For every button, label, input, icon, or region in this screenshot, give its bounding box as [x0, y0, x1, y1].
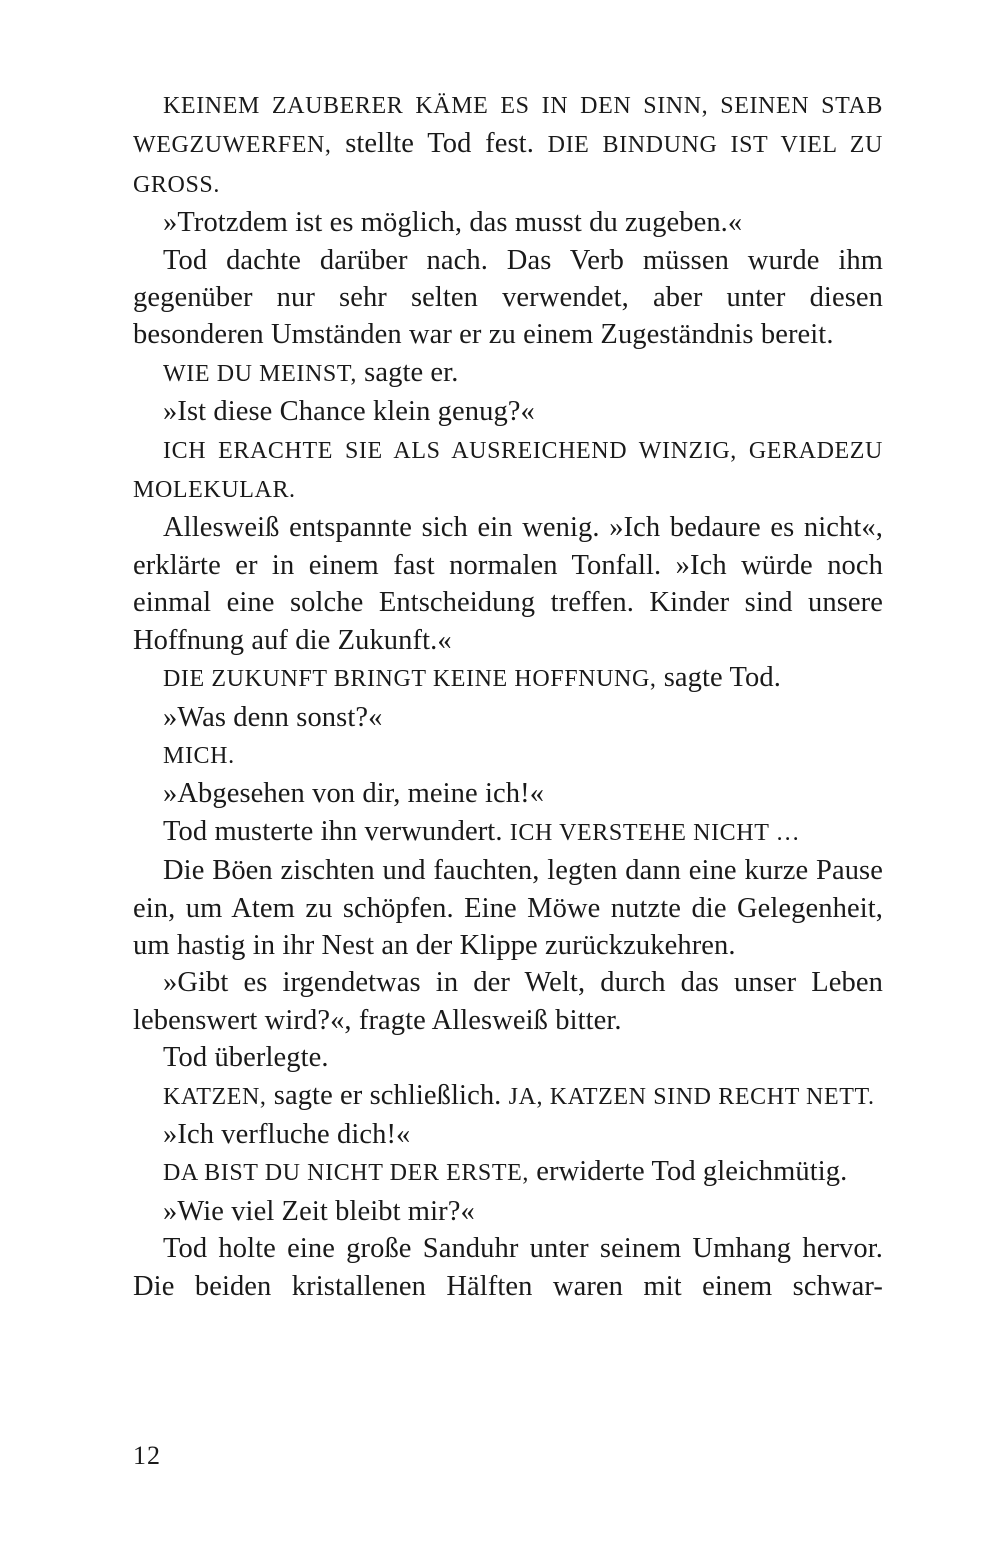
body-text: sagte er schließlich. [266, 1079, 509, 1111]
small-caps-text: KATZEN, [163, 1083, 267, 1110]
small-caps-text: KEINEM ZAUBERER KÄME ES IN DEN SINN, SEINEN STAB WEGZUWERFEN, [133, 93, 883, 159]
paragraph [133, 964, 883, 1039]
paragraph [133, 1039, 883, 1076]
paragraph [133, 1077, 883, 1116]
body-text: »Abgesehen von dir, meine ich!« [163, 778, 545, 810]
paragraph [133, 242, 883, 354]
small-caps-text: DA BIST DU NICHT DER ERSTE, [163, 1160, 530, 1187]
book-page-body [133, 86, 883, 1305]
paragraph [133, 509, 883, 659]
body-text: »Trotzdem ist es möglich, das musst du zugeben.« [163, 207, 743, 239]
body-text: stellte Tod fest. [331, 128, 548, 160]
paragraph [133, 852, 883, 964]
paragraph [133, 1116, 883, 1153]
paragraph [133, 736, 883, 775]
paragraph [133, 775, 883, 812]
body-text: Tod dachte darüber nach. Das Verb müssen wurde ihm gegenüber nur sehr selten verwendet, aber unter diesen besonderen Umständen war er zu einem Zugeständnis bereit. [133, 244, 883, 351]
body-text: »Ist diese Chance klein genug?« [163, 396, 535, 428]
body-text: Allesweiß entspannte sich ein wenig. »Ich bedaure es nicht«, erklärte er in einem fast normalen Tonfall. »Ich würde noch einmal eine solche Entscheidung treffen. Kinder sind unsere Hoffnung auf die Zukunft.« [133, 512, 883, 656]
paragraph [133, 1230, 883, 1305]
paragraph [133, 393, 883, 430]
paragraph [133, 1193, 883, 1230]
body-text: erwiderte Tod gleichmütig. [529, 1156, 848, 1188]
body-text: sagte er. [356, 356, 459, 388]
paragraph [133, 813, 883, 852]
body-text: »Gibt es irgendetwas in der Welt, durch das unser Leben lebenswert wird?«, fragte Allesweiß bitter. [133, 967, 883, 1036]
small-caps-text: MICH. [163, 742, 235, 769]
paragraph [133, 1153, 883, 1192]
body-text: Tod holte eine große Sanduhr unter seinem Umhang hervor. Die beiden kristallenen Hälften waren mit einem schwar- [133, 1233, 883, 1302]
body-text: »Ich verfluche dich!« [163, 1118, 411, 1150]
body-text: sagte Tod. [656, 662, 781, 694]
body-text: »Wie viel Zeit bleibt mir?« [163, 1195, 475, 1227]
paragraph [133, 699, 883, 736]
small-caps-text: WIE DU MEINST, [163, 360, 357, 387]
paragraph [133, 204, 883, 241]
small-caps-text: DIE BINDUNG IST VIEL ZU GROSS. [133, 132, 883, 198]
body-text: »Was denn sonst?« [163, 701, 383, 733]
body-text: Tod überlegte. [163, 1042, 329, 1074]
small-caps-text: ICH VERSTEHE NICHT … [509, 819, 801, 846]
small-caps-text: ICH ERACHTE SIE ALS AUSREICHEND WINZIG, GERADEZU MOLEKULAR. [133, 437, 883, 504]
small-caps-text: DIE ZUKUNFT BRINGT KEINE HOFFNUNG, [163, 666, 657, 693]
paragraph [133, 431, 883, 510]
page-number: 12 [133, 1441, 161, 1470]
small-caps-text: JA, KATZEN SIND RECHT NETT. [508, 1083, 875, 1110]
body-text: Die Böen zischten und fauchten, legten dann eine kurze Pause ein, um Atem zu schöpfen. Eine Möwe nutzte die Gelegenheit, um hastig in ihr Nest an der Klippe zurückzukehren. [133, 855, 883, 961]
paragraph [133, 354, 883, 393]
paragraph [133, 86, 883, 204]
paragraph [133, 659, 883, 698]
body-text: Tod musterte ihn verwundert. [163, 815, 510, 847]
